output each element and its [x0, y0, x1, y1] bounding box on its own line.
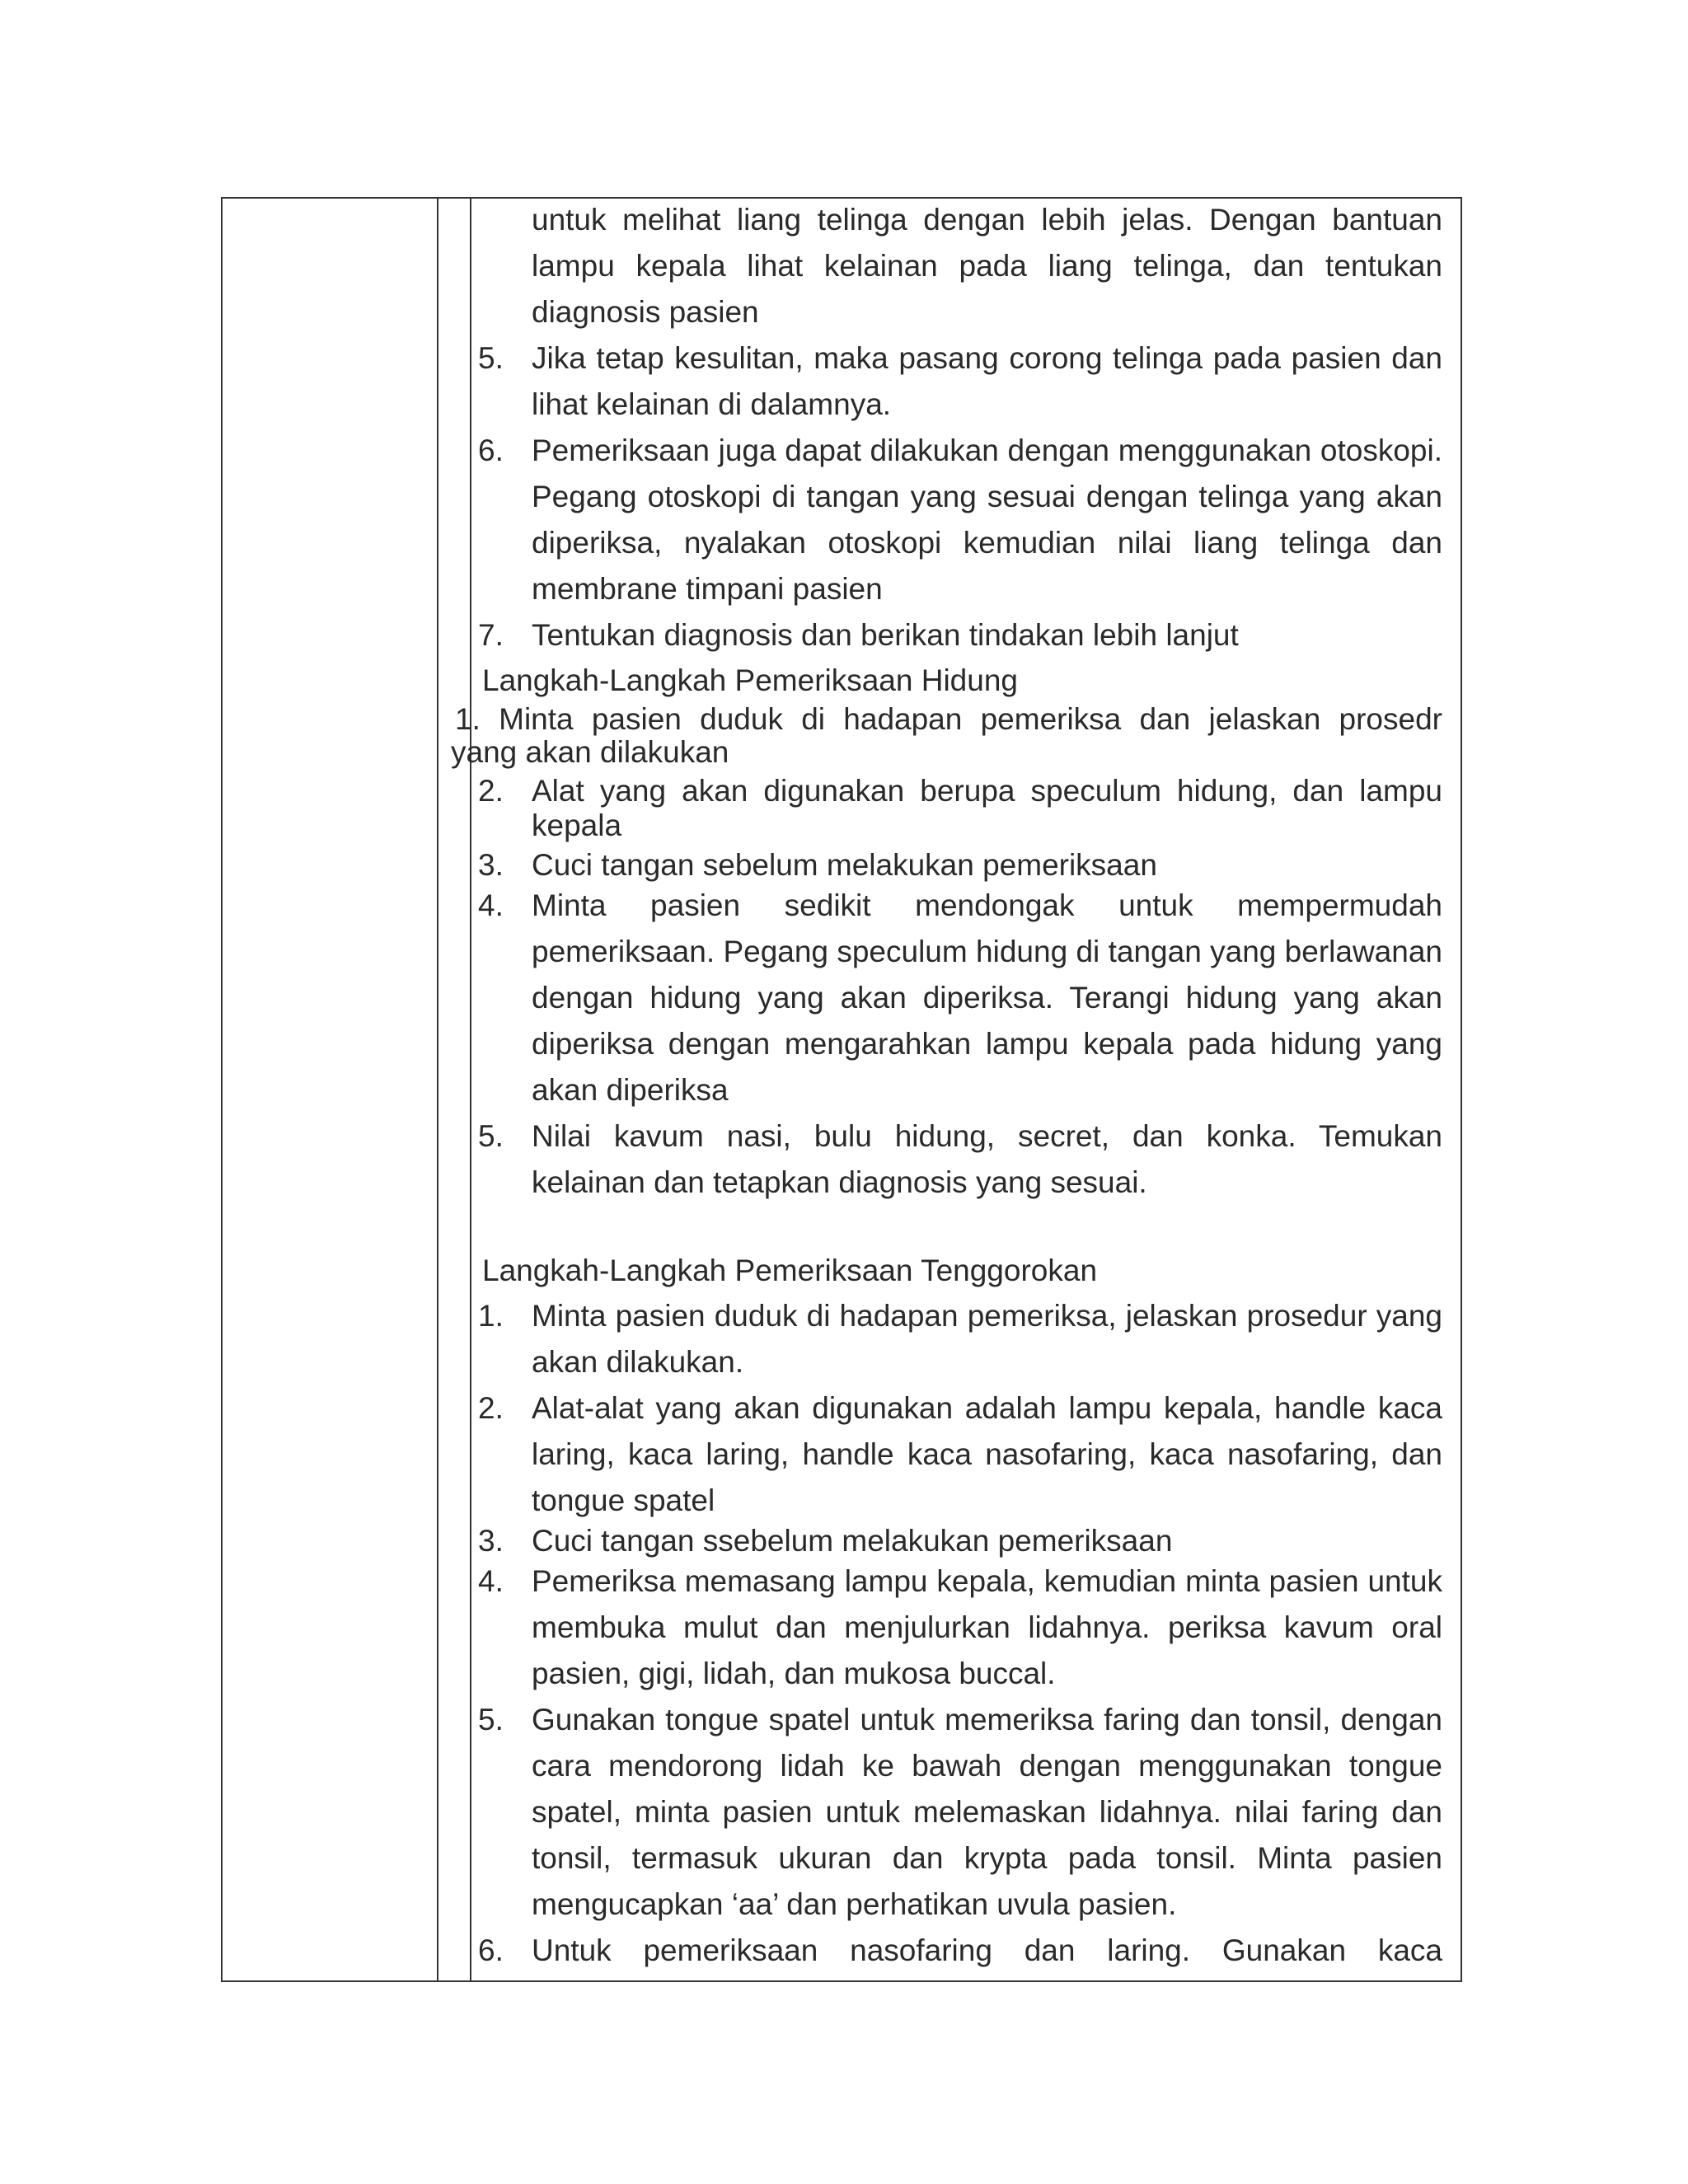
list-number: 1.	[478, 1299, 504, 1333]
throat-list-item	[466, 1293, 1442, 1385]
list-item-text: Nilai kavum nasi, bulu hidung, secret, dan konka. Temukan kelainan dan tetapkan diagnosis yang sesuai.	[532, 1119, 1442, 1199]
list-item-text: Untuk pemeriksaan nasofaring dan laring. Gunakan kaca	[532, 1933, 1442, 1967]
throat-list-item	[466, 1385, 1442, 1524]
list-number: 5.	[478, 1119, 504, 1153]
list-item-text: Cuci tangan sebelum melakukan pemeriksaan	[532, 848, 1157, 882]
list-item-text: Pemeriksa memasang lampu kepala, kemudian minta pasien untuk membuka mulut dan menjulurkan lidahnya. periksa kavum oral pasien, gigi, lidah, dan mukosa buccal.	[532, 1564, 1442, 1690]
nose-list-item	[466, 774, 1442, 843]
list-number: 7.	[478, 618, 504, 652]
ear-list-item	[466, 428, 1442, 612]
list-number: 4.	[478, 1564, 504, 1598]
nose-list-item	[466, 883, 1442, 1113]
list-item-text: Cuci tangan ssebelum melakukan pemeriksaan	[532, 1524, 1173, 1558]
list-item-text: Jika tetap kesulitan, maka pasang corong telinga pada pasien dan lihat kelainan di dalamnya.	[532, 341, 1442, 421]
list-item-text: Pemeriksaan juga dapat dilakukan dengan menggunakan otoskopi. Pegang otoskopi di tangan yang sesuai dengan telinga yang akan diperiksa, nyalakan otoskopi kemudian nilai liang telinga dan membrane timpani pasien	[532, 434, 1442, 606]
list-item-text: Alat-alat yang akan digunakan adalah lampu kepala, handle kaca laring, kaca laring, handle kaca nasofaring, kaca nasofaring, dan tongue spatel	[532, 1391, 1442, 1517]
list-item-text: Minta pasien duduk di hadapan pemeriksa, jelaskan prosedur yang akan dilakukan.	[532, 1299, 1442, 1379]
list-number: 5.	[478, 341, 504, 375]
list-item-text: Alat yang akan digunakan berupa speculum hidung, dan lampu kepala	[532, 774, 1442, 842]
list-item-text: yang akan dilakukan	[451, 735, 729, 769]
nose-section-heading: Langkah-Langkah Pemeriksaan Hidung	[482, 663, 1018, 697]
throat-list-item	[466, 1558, 1442, 1697]
list-number: 6.	[478, 1933, 504, 1967]
ear-continuation-text: untuk melihat liang telinga dengan lebih jelas. Dengan bantuan lampu kepala lihat kelainan pada liang telinga, dan tentukan diagnosis pasien	[532, 203, 1442, 329]
ear-list-item	[466, 335, 1442, 428]
nose-list-item	[466, 848, 1442, 883]
nose-list-item-1	[451, 703, 1442, 769]
ear-list-item	[466, 612, 1442, 658]
list-number: 4.	[478, 888, 504, 922]
section-spacer	[466, 1206, 1442, 1249]
list-number: 2.	[478, 774, 504, 808]
list-number: 3.	[478, 1524, 504, 1558]
nose-list-item	[466, 1113, 1442, 1206]
list-number: 5.	[478, 1703, 504, 1736]
list-item-text: Gunakan tongue spatel untuk memeriksa faring dan tonsil, dengan cara mendorong lidah ke bawah dengan menggunakan tongue spatel, minta pasien untuk melemaskan lidahnya. nilai faring dan tonsil, termasuk ukuran dan krypta pada tonsil. Minta pasien mengucapkan ‘aa’ dan perhatikan uvula pasien.	[532, 1703, 1442, 1921]
list-number: 6.	[478, 434, 504, 467]
throat-section-heading: Langkah-Langkah Pemeriksaan Tenggorokan	[482, 1254, 1098, 1287]
list-number: 2.	[478, 1391, 504, 1425]
list-item-text: Minta pasien sedikit mendongak untuk mempermudah pemeriksaan. Pegang speculum hidung di tangan yang berlawanan dengan hidung yang akan diperiksa. Terangi hidung yang akan diperiksa dengan mengarahkan lampu kepala pada hidung yang akan diperiksa	[532, 888, 1442, 1107]
throat-list-item	[466, 1524, 1442, 1558]
throat-list-item	[466, 1928, 1442, 1974]
throat-list-item	[466, 1697, 1442, 1928]
column-divider	[437, 199, 438, 1980]
list-number: 3.	[478, 848, 504, 882]
table-content-cell	[451, 197, 1442, 1974]
list-item-text: Tentukan diagnosis dan berikan tindakan lebih lanjut	[532, 618, 1239, 652]
list-item-text: 1. Minta pasien duduk di hadapan pemeriksa dan jelaskan prosedr	[455, 702, 1442, 736]
